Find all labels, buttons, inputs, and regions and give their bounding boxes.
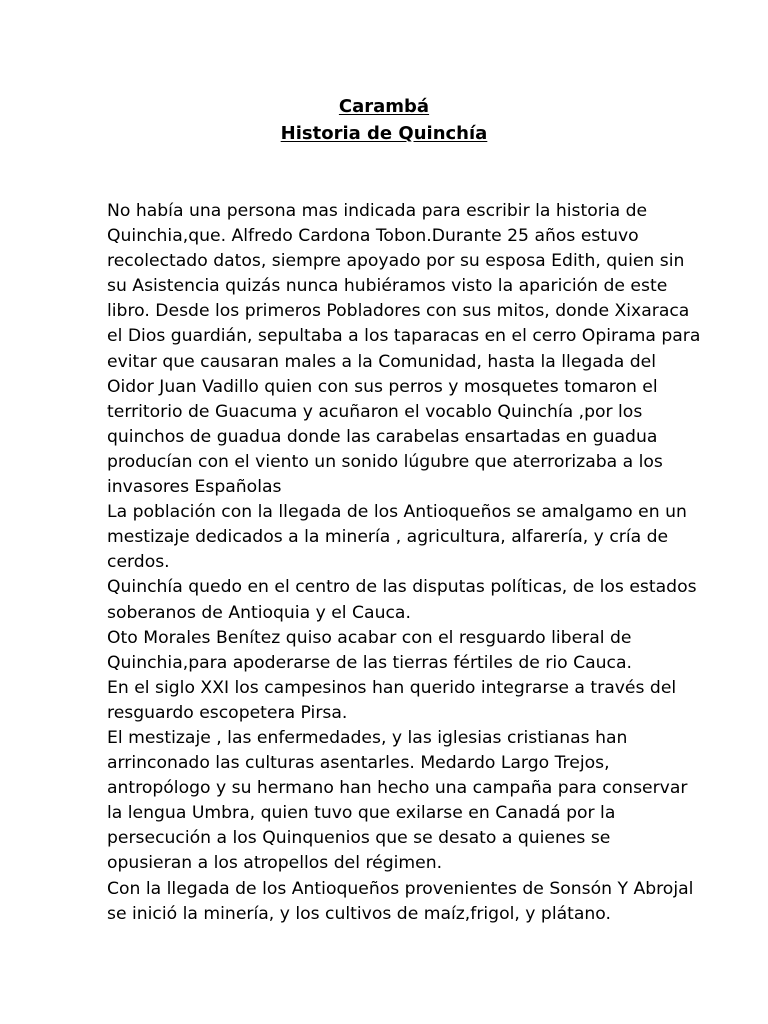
body-line: arrinconado las culturas asentarles. Medardo Largo Trejos, — [107, 753, 610, 774]
body-line: El mestizaje , las enfermedades, y las iglesias cristianas han — [107, 727, 628, 748]
body-line: invasores Españolas — [107, 477, 282, 498]
body-line: soberanos de Antioquia y el Cauca. — [107, 602, 411, 623]
body-line: Quinchia,que. Alfredo Cardona Tobon.Durante 25 años estuvo — [107, 226, 639, 247]
body-line: se inició la minería, y los cultivos de maíz,frigol, y plátano. — [107, 903, 611, 924]
body-line: quinchos de guadua donde las carabelas ensartadas en guadua — [107, 426, 658, 447]
body-line: producían con el viento un sonido lúgubre que aterrorizaba a los — [107, 451, 663, 472]
body-line: No había una persona mas indicada para escribir la historia de — [107, 201, 648, 221]
body-line: libro. Desde los primeros Pobladores con sus mitos, donde Xixaraca — [107, 301, 690, 322]
body-line: cerdos. — [107, 552, 170, 573]
body-line: Quinchía quedo en el centro de las disputas políticas, de los estados — [107, 577, 697, 598]
document-body — [107, 199, 701, 927]
body-line: Quinchia,para apoderarse de las tierras fértiles de rio Cauca. — [107, 652, 632, 673]
body-line: Con la llegada de los Antioqueños provenientes de Sonsón Y Abrojal — [107, 878, 694, 899]
document-subtitle: Historia de Quinchía — [280, 123, 488, 144]
body-line: En el siglo XXI los campesinos han querido integrarse a través del — [107, 677, 677, 698]
body-line: Oto Morales Benítez quiso acabar con el resguardo liberal de — [107, 627, 632, 648]
body-line: antropólogo y su hermano han hecho una campaña para conservar — [107, 778, 688, 799]
body-line: territorio de Guacuma y acuñaron el vocablo Quinchía ,por los — [107, 401, 643, 422]
body-line: La población con la llegada de los Antioqueños se amalgamo en un — [107, 502, 687, 523]
body-line: mestizaje dedicados a la minería , agricultura, alfarería, y cría de — [107, 527, 669, 548]
body-line: persecución a los Quinquenios que se desato a quienes se — [107, 828, 611, 849]
document-title: Carambá — [338, 96, 430, 117]
body-line: Oidor Juan Vadillo quien con sus perros y mosquetes tomaron el — [107, 376, 658, 397]
body-line: recolectado datos, siempre apoyado por su esposa Edith, quien sin — [107, 251, 685, 272]
body-line: opusieran a los atropellos del régimen. — [107, 853, 443, 874]
body-line: el Dios guardián, sepultaba a los taparacas en el cerro Opirama para — [107, 326, 701, 347]
body-line: la lengua Umbra, quien tuvo que exilarse en Canadá por la — [107, 803, 616, 824]
body-line: resguardo escopetera Pirsa. — [107, 702, 348, 723]
body-line: su Asistencia quizás nunca hubiéramos visto la aparición de este — [107, 276, 668, 297]
body-line: evitar que causaran males a la Comunidad, hasta la llegada del — [107, 351, 657, 372]
